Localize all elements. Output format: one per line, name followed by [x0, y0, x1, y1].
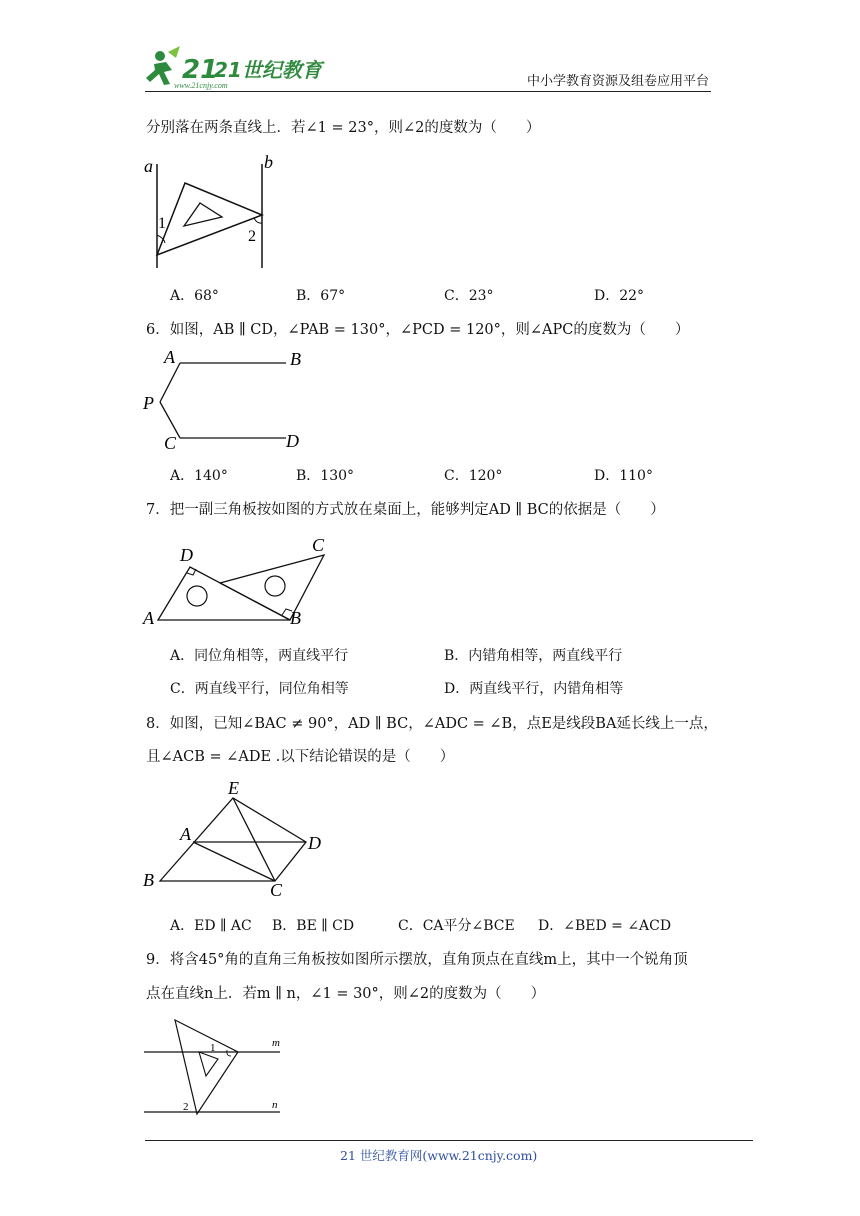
svg-text:C: C	[312, 535, 325, 555]
q8-option-b[interactable]: B．BE ∥ CD	[272, 918, 355, 934]
q5-text: 分别落在两条直线上．若∠1 = 23°，则∠2的度数为（ ）	[146, 120, 541, 136]
svg-text:A: A	[143, 608, 154, 628]
svg-text:D: D	[308, 833, 321, 853]
q6-option-c[interactable]: C．120°	[444, 468, 503, 484]
q7-text: 7．把一副三角板按如图的方式放在桌面上，能够判定AD ∥ BC的依据是（ ）	[146, 502, 665, 518]
svg-text:D: D	[180, 545, 193, 565]
q7-option-b[interactable]: B．内错角相等，两直线平行	[444, 648, 623, 664]
q6-text: 6．如图，AB ∥ CD，∠PAB = 130°，∠PCD = 120°，则∠APC的度数为（ ）	[146, 322, 690, 338]
q8-option-c[interactable]: C．CA平分∠BCE	[398, 918, 515, 934]
q9-figure	[140, 1012, 290, 1117]
q8-line2: 且∠ACB = ∠ADE .以下结论错误的是（ ）	[146, 749, 455, 765]
q5-option-c[interactable]: C．23°	[444, 288, 494, 304]
svg-text:2: 2	[183, 1101, 189, 1113]
svg-text:E: E	[228, 778, 239, 798]
q7-figure	[140, 535, 340, 630]
svg-text:B: B	[290, 349, 301, 369]
q5-option-d[interactable]: D．22°	[594, 288, 645, 304]
q6-option-d[interactable]: D．110°	[594, 468, 653, 484]
q7-option-a[interactable]: A．同位角相等，两直线平行	[170, 648, 349, 664]
svg-text:a: a	[144, 156, 153, 176]
svg-text:P: P	[143, 393, 154, 413]
svg-text:A: A	[164, 347, 175, 367]
footer-link[interactable]: 21 世纪教育网(www.21cnjy.com)	[340, 1148, 538, 1163]
svg-text:D: D	[286, 431, 299, 451]
header-rule	[145, 91, 711, 92]
q8-figure	[140, 778, 340, 903]
q6-option-a[interactable]: A．140°	[170, 468, 228, 484]
q8-line1: 8．如图，已知∠BAC ≠ 90°，AD ∥ BC，∠ADC = ∠B，点E是线段BA延长线上一点，	[146, 716, 718, 732]
svg-text:A: A	[180, 824, 191, 844]
q6-figure	[140, 345, 320, 455]
header-title: 中小学教育资源及组卷应用平台	[527, 74, 710, 89]
q7-option-d[interactable]: D．两直线平行，内错角相等	[444, 681, 624, 697]
q7-option-c[interactable]: C．两直线平行，同位角相等	[170, 681, 349, 697]
svg-text:C: C	[270, 880, 283, 900]
q6-option-b[interactable]: B．130°	[296, 468, 355, 484]
q5-option-b[interactable]: B．67°	[296, 288, 346, 304]
svg-text:21: 21	[182, 55, 219, 85]
svg-text:C: C	[164, 433, 177, 453]
q5-option-a[interactable]: A．68°	[170, 288, 219, 304]
q8-option-a[interactable]: A．ED ∥ AC	[170, 918, 252, 934]
q5-figure	[140, 150, 280, 275]
svg-text:b: b	[264, 152, 273, 172]
svg-text:2: 2	[248, 228, 256, 245]
svg-text:B: B	[143, 870, 154, 890]
svg-text:1: 1	[158, 215, 166, 232]
svg-text:1: 1	[210, 1042, 216, 1054]
svg-text:m: m	[272, 1037, 280, 1049]
footer-rule	[145, 1140, 753, 1141]
svg-text:n: n	[272, 1099, 278, 1111]
svg-text:www.21cnjy.com: www.21cnjy.com	[174, 81, 228, 90]
q9-line2: 点在直线n上．若m ∥ n，∠1 = 30°，则∠2的度数为（ ）	[146, 986, 546, 1002]
svg-text:21世纪教育: 21世纪教育	[214, 58, 322, 82]
q9-line1: 9．将含45°角的直角三角板按如图所示摆放，直角顶点在直线m上，其中一个锐角顶	[146, 952, 688, 968]
site-logo	[140, 44, 322, 92]
q8-option-d[interactable]: D．∠BED = ∠ACD	[538, 918, 672, 934]
svg-text:B: B	[290, 608, 301, 628]
